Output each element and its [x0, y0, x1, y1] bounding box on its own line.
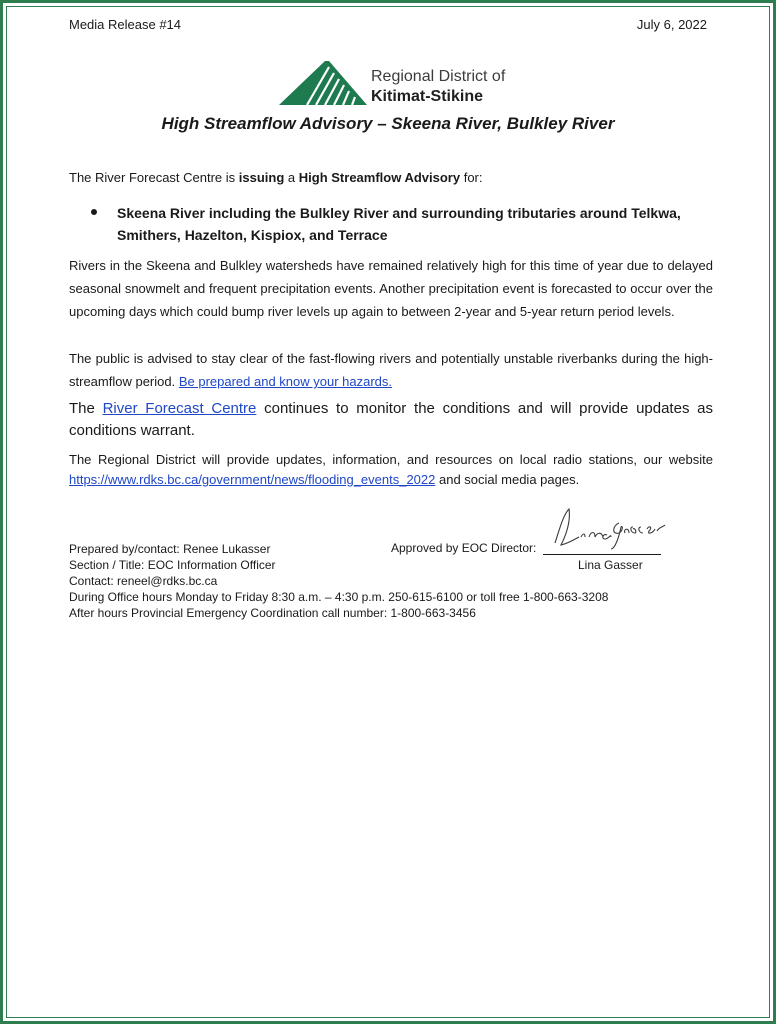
- intro-post: for:: [460, 170, 483, 185]
- contact-email: Contact: reneel@rdks.bc.ca: [69, 574, 218, 588]
- logo-text-line1: Regional District of: [371, 68, 506, 85]
- flooding-events-link[interactable]: https://www.rdks.bc.ca/government/news/flooding_events_2022: [69, 472, 436, 487]
- section-title: Section / Title: EOC Information Officer: [69, 558, 276, 572]
- mountain-logo-icon: [279, 57, 369, 107]
- p2-text: The public is advised to stay clear of the fast-flowing rivers and potentially unstable riverbanks during the high-streamflow period.: [69, 351, 713, 389]
- rdks-logo: [279, 57, 509, 107]
- signature-line: [543, 554, 661, 555]
- release-date: July 6, 2022: [636, 17, 707, 32]
- advisory-title: High Streamflow Advisory – Skeena River, Bulkley River: [161, 114, 615, 133]
- intro-advisory: High Streamflow Advisory: [298, 170, 461, 185]
- bullet-icon: [91, 209, 97, 215]
- approver-name: Lina Gasser: [578, 558, 643, 572]
- intro-pre: The River Forecast Centre is: [69, 170, 239, 185]
- media-release-number: Media Release #14: [69, 17, 182, 32]
- logo-text-line2: Kitimat-Stikine: [371, 88, 484, 105]
- paragraph-conditions: Rivers in the Skeena and Bulkley watersheds have remained relatively high for this time of year due to delayed seasonal snowmelt and frequent precipitation events. Another precipitation event is forecasted to occur over the upcoming days which could bump river levels up again to between 2-year and 5-year return period levels.: [69, 258, 713, 319]
- river-forecast-centre-link[interactable]: River Forecast Centre: [102, 400, 257, 417]
- hazards-link[interactable]: Be prepared and know your hazards.: [178, 374, 393, 389]
- intro-mid: a: [284, 170, 299, 185]
- bullet-text: Skeena River including the Bulkley River and surrounding tributaries around Telkwa, Smithers, Hazelton, Kispiox, and Terrace: [117, 205, 681, 243]
- handwritten-signature: [549, 503, 669, 553]
- p4-post: and social media pages.: [435, 472, 580, 487]
- intro-issuing: issuing: [238, 170, 285, 185]
- after-hours: After hours Provincial Emergency Coordination call number: 1-800-663-3456: [69, 606, 476, 620]
- paragraph-public-advice: [69, 347, 713, 393]
- paragraph-monitoring: [69, 398, 713, 442]
- paragraph-updates: [69, 450, 713, 490]
- p3-post: continues to monitor the conditions and will provide updates as conditions warrant.: [69, 400, 714, 439]
- p4-pre: The Regional District will provide updates, information, and resources on local radio stations, our website: [69, 452, 713, 467]
- prepared-by: Prepared by/contact: Renee Lukasser: [69, 542, 271, 556]
- approved-by-label: Approved by EOC Director:: [391, 541, 537, 555]
- intro-line: [69, 170, 483, 185]
- office-hours: During Office hours Monday to Friday 8:30 a.m. – 4:30 p.m. 250-615-6100 or toll free 1-800-663-3208: [69, 590, 609, 604]
- p3-pre: The: [69, 400, 103, 417]
